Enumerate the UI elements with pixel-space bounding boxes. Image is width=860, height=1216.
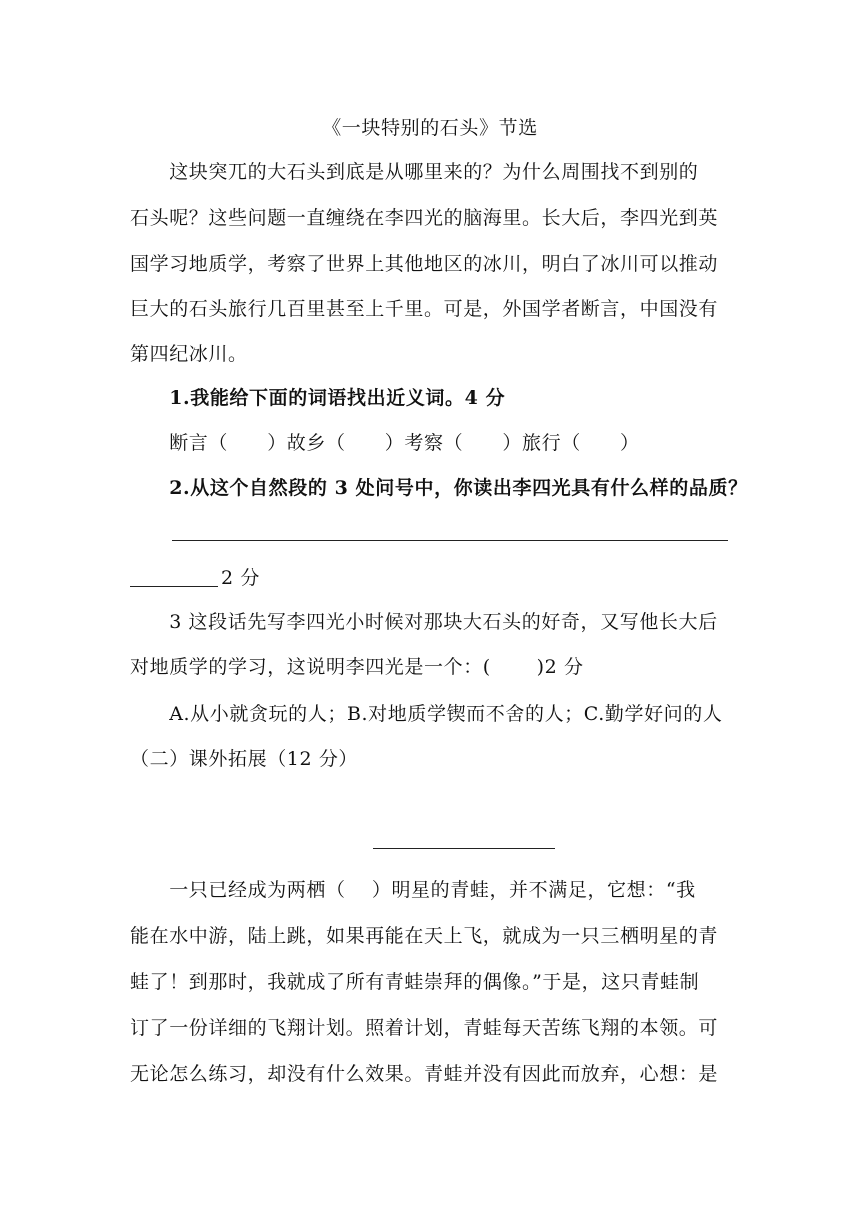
- passage-title: 《一块特别的石头》节选: [322, 117, 538, 139]
- passage1-line-2: 石头呢？这些问题一直缠绕在李四光的脑海里。长大后，李四光到英: [130, 207, 719, 229]
- question-3-options: A.从小就贪玩的人；B.对地质学锲而不舍的人；C.勤学好问的人: [130, 703, 723, 725]
- answer-line-1: [172, 540, 728, 541]
- title-blank-line: [373, 848, 555, 849]
- question-3-line-1: 3 这段话先写李四光小时候对那块大石头的好奇，又写他长大后: [130, 611, 718, 633]
- passage2-line-4: 订了一份详细的飞翔计划。照着计划，青蛙每天苦练飞翔的本领。可: [130, 1017, 719, 1039]
- passage2-line-1: 一只已经成为两栖（ ）明星的青蛙，并不满足，它想：“我: [130, 879, 696, 901]
- passage1-line-5: 第四纪冰川。: [130, 343, 248, 365]
- passage1-line-4: 巨大的石头旅行几百里甚至上千里。可是，外国学者断言，中国没有: [130, 298, 719, 320]
- passage2-line-5: 无论怎么练习，却没有什么效果。青蛙并没有因此而放弃，心想：是: [130, 1063, 719, 1085]
- question-2-score: 2 分: [221, 567, 260, 589]
- passage1-line-3: 国学习地质学，考察了世界上其他地区的冰川，明白了冰川可以推动: [130, 253, 719, 275]
- question-1: 1.我能给下面的词语找出近义词。4 分: [130, 387, 506, 409]
- passage2-line-3: 蛙了！到那时，我就成了所有青蛙崇拜的偶像。”于是，这只青蛙制: [130, 971, 700, 993]
- answer-line-2: [130, 586, 218, 587]
- section-2-heading: （二）课外拓展（12 分）: [130, 748, 359, 770]
- passage2-line-2: 能在水中游，陆上跳，如果再能在天上飞，就成为一只三栖明星的青: [130, 925, 719, 947]
- question-2: 2.从这个自然段的 3 处问号中，你读出李四光具有什么样的品质？: [130, 477, 748, 499]
- question-3-line-2: 对地质学的学习，这说明李四光是一个：( )2 分: [130, 656, 584, 678]
- passage1-line-1: 这块突兀的大石头到底是从哪里来的？为什么周围找不到别的: [130, 161, 699, 183]
- question-1-words: 断言（ ）故乡（ ）考察（ ）旅行（ ）: [130, 432, 640, 454]
